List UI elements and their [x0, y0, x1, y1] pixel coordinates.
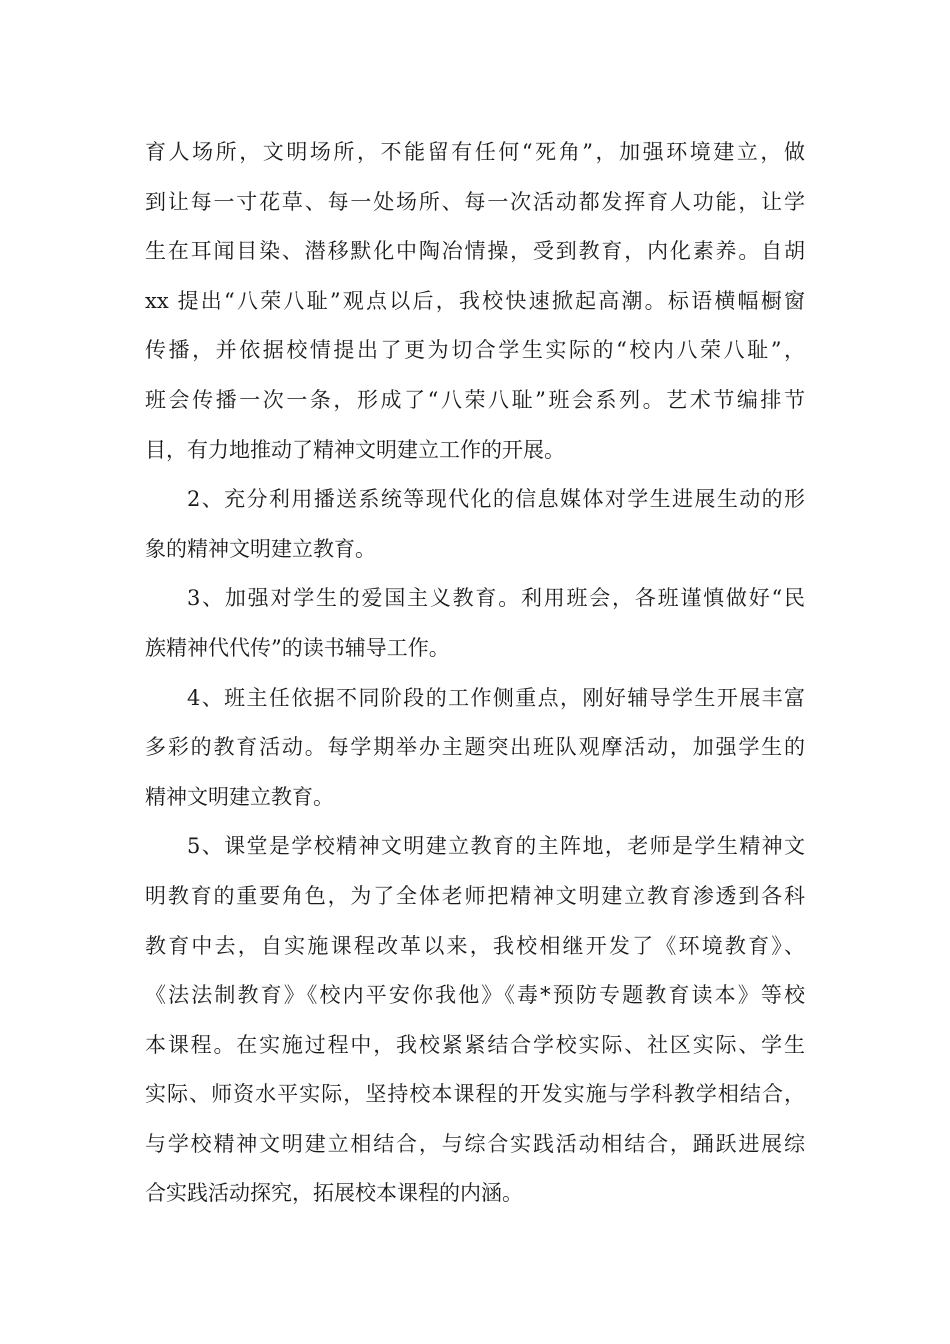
- document-page: [145, 128, 805, 1219]
- text-line: 目，有力地推动了精神文明建立工作的开展。: [145, 437, 565, 462]
- text-line: 5、课堂是学校精神文明建立教育的主阵地，老师是学生精神文: [187, 834, 805, 859]
- text-line: 精神文明建立教育。: [145, 784, 334, 809]
- text-line: 与学校精神文明建立相结合，与综合实践活动相结合，踊跃进展综: [145, 1131, 805, 1156]
- text-line: 多彩的教育活动。每学期举办主题突出班队观摩活动，加强学生的: [145, 735, 805, 760]
- text-line: 象的精神文明建立教育。: [145, 536, 376, 561]
- text-line: 4、班主任依据不同阶段的工作侧重点，刚好辅导学生开展丰富: [187, 685, 805, 710]
- text-line: 《法法制教育》《校内平安你我他》《毒*预防专题教育读本》等校: [145, 983, 805, 1008]
- paragraph-item-2: [145, 475, 805, 574]
- text-line: 3、加强对学生的爱国主义教育。利用班会，各班谨慎做好“民: [187, 586, 805, 611]
- text-line: 本课程。在实施过程中，我校紧紧结合学校实际、社区实际、学生: [145, 1032, 805, 1057]
- text-line: 合实践活动探究，拓展校本课程的内涵。: [145, 1181, 523, 1206]
- text-line: 到让每一寸花草、每一处场所、每一次活动都发挥育人功能，让学: [145, 189, 805, 214]
- text-line: 班会传播一次一条，形成了“八荣八耻”班会系列。艺术节编排节: [145, 387, 805, 412]
- text-line: 生在耳闻目染、潜移默化中陶冶情操，受到教育，内化素养。自胡: [145, 239, 805, 264]
- paragraph-item-3: [145, 574, 805, 673]
- text-line: 传播，并依据校情提出了更为切合学生实际的“校内八荣八耻”，: [145, 338, 805, 363]
- text-line: 明教育的重要角色，为了全体老师把精神文明建立教育渗透到各科: [145, 883, 805, 908]
- paragraph-item-5: [145, 822, 805, 1219]
- paragraph-item-4: [145, 674, 805, 823]
- text-line: 育人场所，文明场所，不能留有任何“死角”，加强环境建立，做: [145, 140, 805, 164]
- text-line: xx 提出“八荣八耻”观点以后，我校快速掀起高潮。标语横幅橱窗: [145, 288, 805, 313]
- text-line: 教育中去，自实施课程改革以来，我校相继开发了《环境教育》、: [145, 933, 805, 958]
- text-line: 族精神代代传”的读书辅导工作。: [145, 635, 450, 660]
- text-line: 2、充分利用播送系统等现代化的信息媒体对学生进展生动的形: [187, 487, 805, 512]
- text-line: 实际、师资水平实际，坚持校本课程的开发实施与学科教学相结合，: [145, 1082, 805, 1107]
- paragraph-continuation: [145, 128, 805, 475]
